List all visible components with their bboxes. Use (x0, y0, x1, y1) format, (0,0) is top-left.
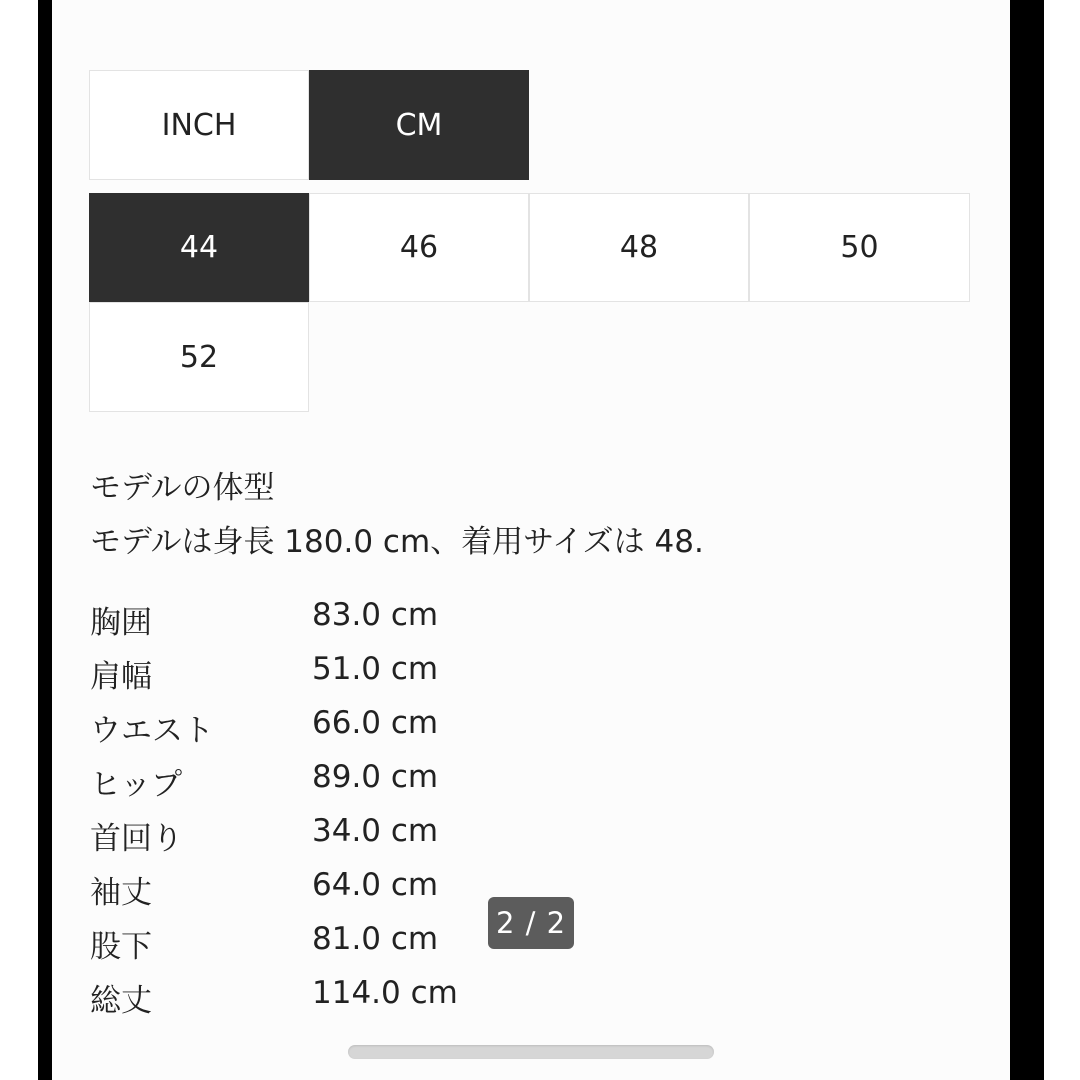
measurement-label: ウエスト (90, 713, 214, 749)
measurement-label: ヒップ (90, 767, 183, 803)
measurement-label: 胸囲 (90, 605, 152, 641)
size-option-50[interactable] (749, 193, 970, 302)
size-option-label: 50 (840, 230, 879, 265)
measurement-value: 83.0 cm (312, 597, 439, 633)
screen (52, 0, 1010, 1080)
measurement-value: 34.0 cm (312, 813, 439, 849)
device-bezel-right (1010, 0, 1044, 1080)
size-option-46[interactable] (309, 193, 529, 302)
size-option-48[interactable] (529, 193, 749, 302)
measurement-value: 81.0 cm (312, 921, 439, 957)
size-option-52[interactable] (89, 302, 309, 412)
measurement-row (90, 594, 590, 648)
home-indicator-bar[interactable] (348, 1045, 714, 1059)
size-option-label: 46 (399, 230, 439, 265)
measurement-label: 袖丈 (90, 875, 152, 911)
measurement-label: 総丈 (90, 983, 152, 1019)
model-info-text: モデルは身長 180.0 cm、着用サイズは 48. (90, 524, 704, 560)
size-option-44[interactable] (89, 193, 309, 302)
measurement-label: 股下 (90, 929, 152, 965)
measurement-label: 首回り (90, 821, 183, 857)
unit-tab-cm-label: CM (395, 107, 443, 143)
unit-tab-inch-label: INCH (161, 107, 237, 143)
model-info-title: モデルの体型 (90, 470, 275, 506)
measurement-row (90, 810, 590, 864)
measurement-value: 114.0 cm (312, 975, 458, 1011)
measurement-row (90, 702, 590, 756)
size-option-label: 44 (179, 230, 219, 265)
unit-tab-cm[interactable] (309, 70, 529, 180)
measurement-value: 66.0 cm (312, 705, 439, 741)
measurement-row (90, 648, 590, 702)
measurement-label: 肩幅 (90, 659, 152, 695)
size-option-label: 48 (619, 230, 659, 265)
size-option-label: 52 (179, 339, 219, 375)
device-bezel-left (38, 0, 52, 1080)
page-indicator: 2 / 2 (488, 897, 574, 949)
measurement-row (90, 972, 590, 1026)
measurement-value: 51.0 cm (312, 651, 439, 687)
unit-tab-inch[interactable] (89, 70, 309, 180)
measurement-value: 89.0 cm (312, 759, 439, 795)
measurement-row (90, 756, 590, 810)
measurement-value: 64.0 cm (312, 867, 439, 903)
